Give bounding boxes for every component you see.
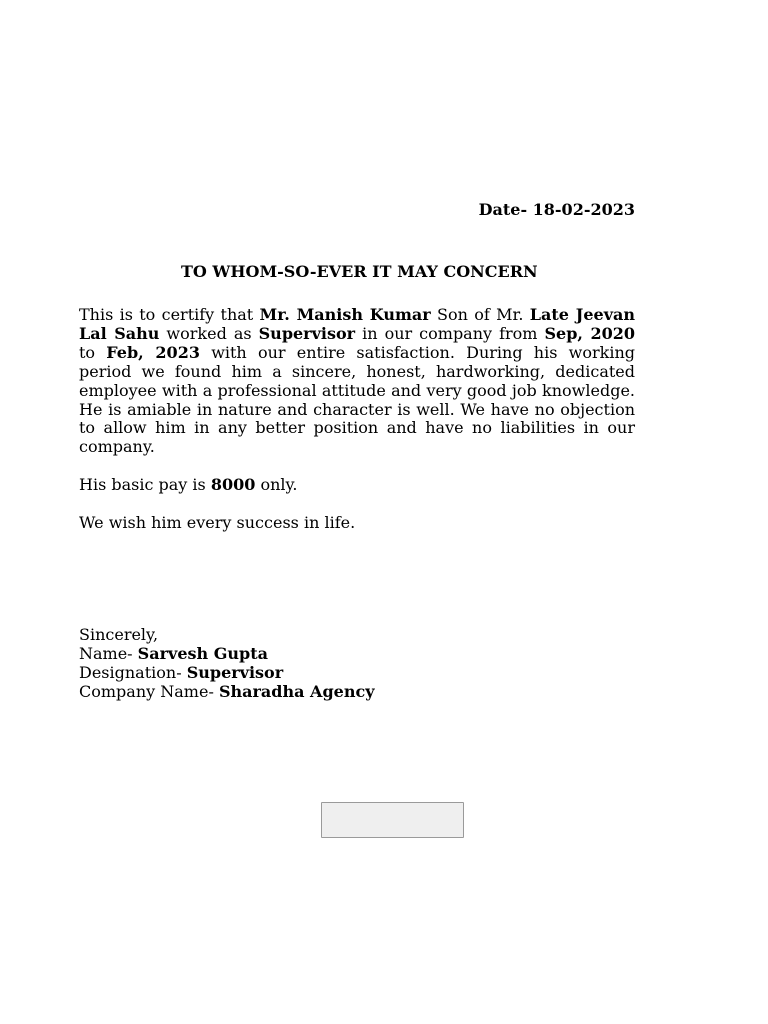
basic-pay-amount: 8000	[210, 475, 256, 495]
start-date: Sep, 2020	[544, 323, 636, 343]
satisfaction-text: with our entire satisfaction. During his working period we found him a sincere, honest, hardworking, dedicated employee with a professional attitude and very good job knowledge. He is amiable in nature and character is well. We have no objection to allow him in any better position and have no liabilities in our company.	[79, 342, 636, 457]
letter-date: Date- 18-02-2023	[478, 200, 635, 219]
letter-body	[79, 306, 635, 533]
signatory-name-line	[79, 645, 375, 664]
company-label: Company Name-	[79, 681, 219, 701]
basic-pay-paragraph	[79, 476, 635, 495]
company-name: Sharadha Agency	[218, 681, 375, 701]
signature-block	[79, 626, 375, 702]
certify-intro-text: This is to certify that	[79, 305, 260, 324]
footer-button[interactable]	[321, 802, 464, 838]
designation-label: Designation-	[79, 662, 187, 682]
signatory-name: Sarvesh Gupta	[137, 643, 268, 663]
son-of-text: Son of Mr.	[430, 305, 530, 324]
to-text: to	[79, 342, 107, 362]
company-line	[79, 683, 375, 702]
signatory-designation: Supervisor	[186, 662, 284, 682]
in-company-from-text: in our company from	[355, 323, 545, 343]
end-date: Feb, 2023	[106, 342, 200, 362]
wish-paragraph: We wish him every success in life.	[79, 512, 356, 532]
basic-pay-suffix: only.	[255, 475, 298, 495]
father-name: Late Jeevan Lal Sahu	[79, 305, 636, 343]
employee-name: Mr. Manish Kumar	[259, 305, 431, 324]
closing-line: Sincerely,	[79, 625, 159, 644]
certification-paragraph	[79, 306, 635, 457]
worked-as-text: worked as	[159, 323, 259, 343]
basic-pay-label: His basic pay is	[79, 475, 211, 495]
designation-line	[79, 664, 375, 683]
letter-heading: TO WHOM-SO-EVER IT MAY CONCERN	[181, 262, 538, 281]
name-label: Name-	[79, 643, 138, 663]
employee-position: Supervisor	[258, 323, 356, 343]
